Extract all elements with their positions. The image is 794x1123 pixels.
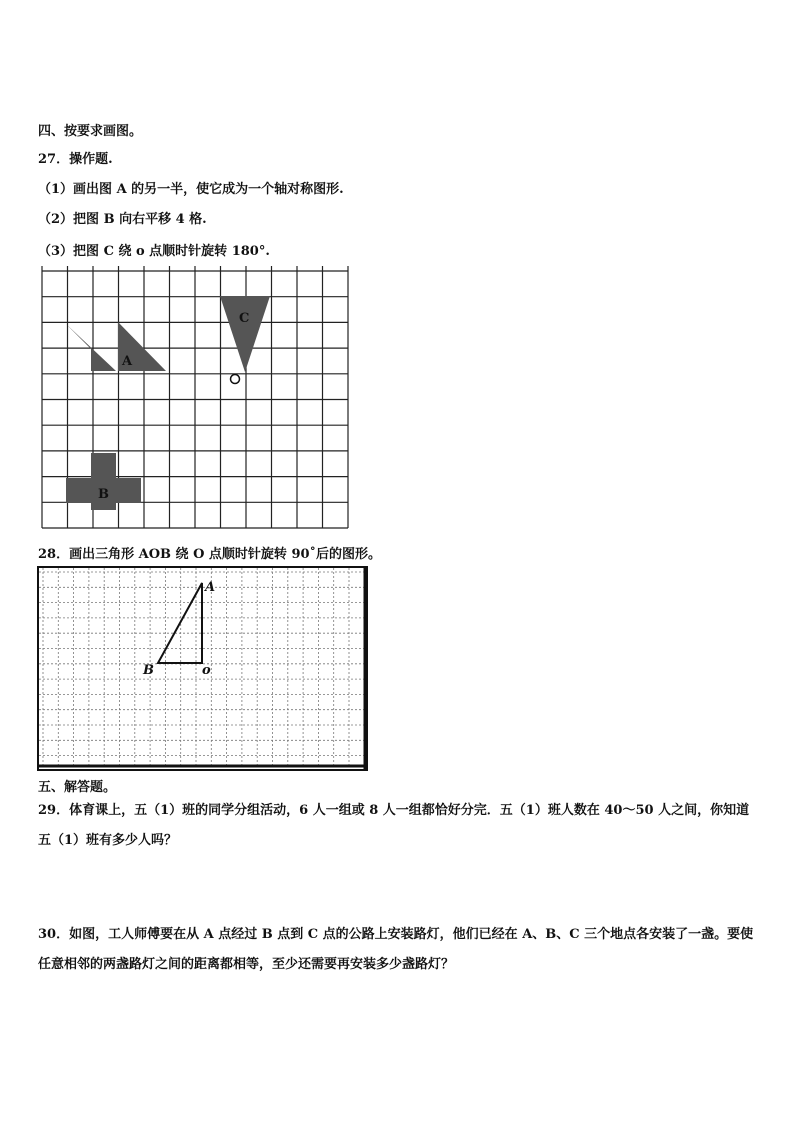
question-28-grid: [37, 566, 369, 772]
point-o-label: o: [202, 663, 211, 678]
point-o-marker: [231, 375, 240, 384]
question-29-text: 29．体育课上，五（1）班的同学分组活动，6 人一组或 8 人一组都恰好分完．五（1）班人数在 40～50 人之间，你知道五（1）班有多少人吗？: [38, 803, 750, 848]
point-a-label: A: [205, 580, 216, 595]
triangle-aob: [158, 583, 202, 663]
question-27-item-1: （1）画出图 A 的另一半，使它成为一个轴对称图形.: [38, 182, 344, 197]
question-28-stem: 28．画出三角形 AOB 绕 O 点顺时针旋转 90˚后的图形。: [38, 547, 382, 562]
point-b-label: B: [143, 663, 154, 678]
question-27-item-3: （3）把图 C 绕 o 点顺时针旋转 180°.: [38, 244, 270, 259]
question-30-text: 30．如图，工人师傅要在从 A 点经过 B 点到 C 点的公路上安装路灯，他们已经在 A、B、C 三个地点各安装了一盏。要使任意相邻的两盏路灯之间的距离都相等，至少还需要再安装多少盏路灯？: [38, 927, 754, 972]
shape-a-label: A: [122, 354, 133, 369]
shape-c: [220, 296, 270, 372]
question-27-stem: 27．操作题.: [38, 152, 113, 167]
shape-c-label: C: [239, 311, 250, 326]
section-four-title: 四、按要求画图。: [38, 124, 143, 139]
shape-b-label: B: [98, 487, 109, 502]
section-five-title: 五、解答题。: [38, 780, 117, 795]
question-27-item-2: （2）把图 B 向右平移 4 格.: [38, 212, 207, 227]
question-27-grid: [40, 266, 354, 534]
